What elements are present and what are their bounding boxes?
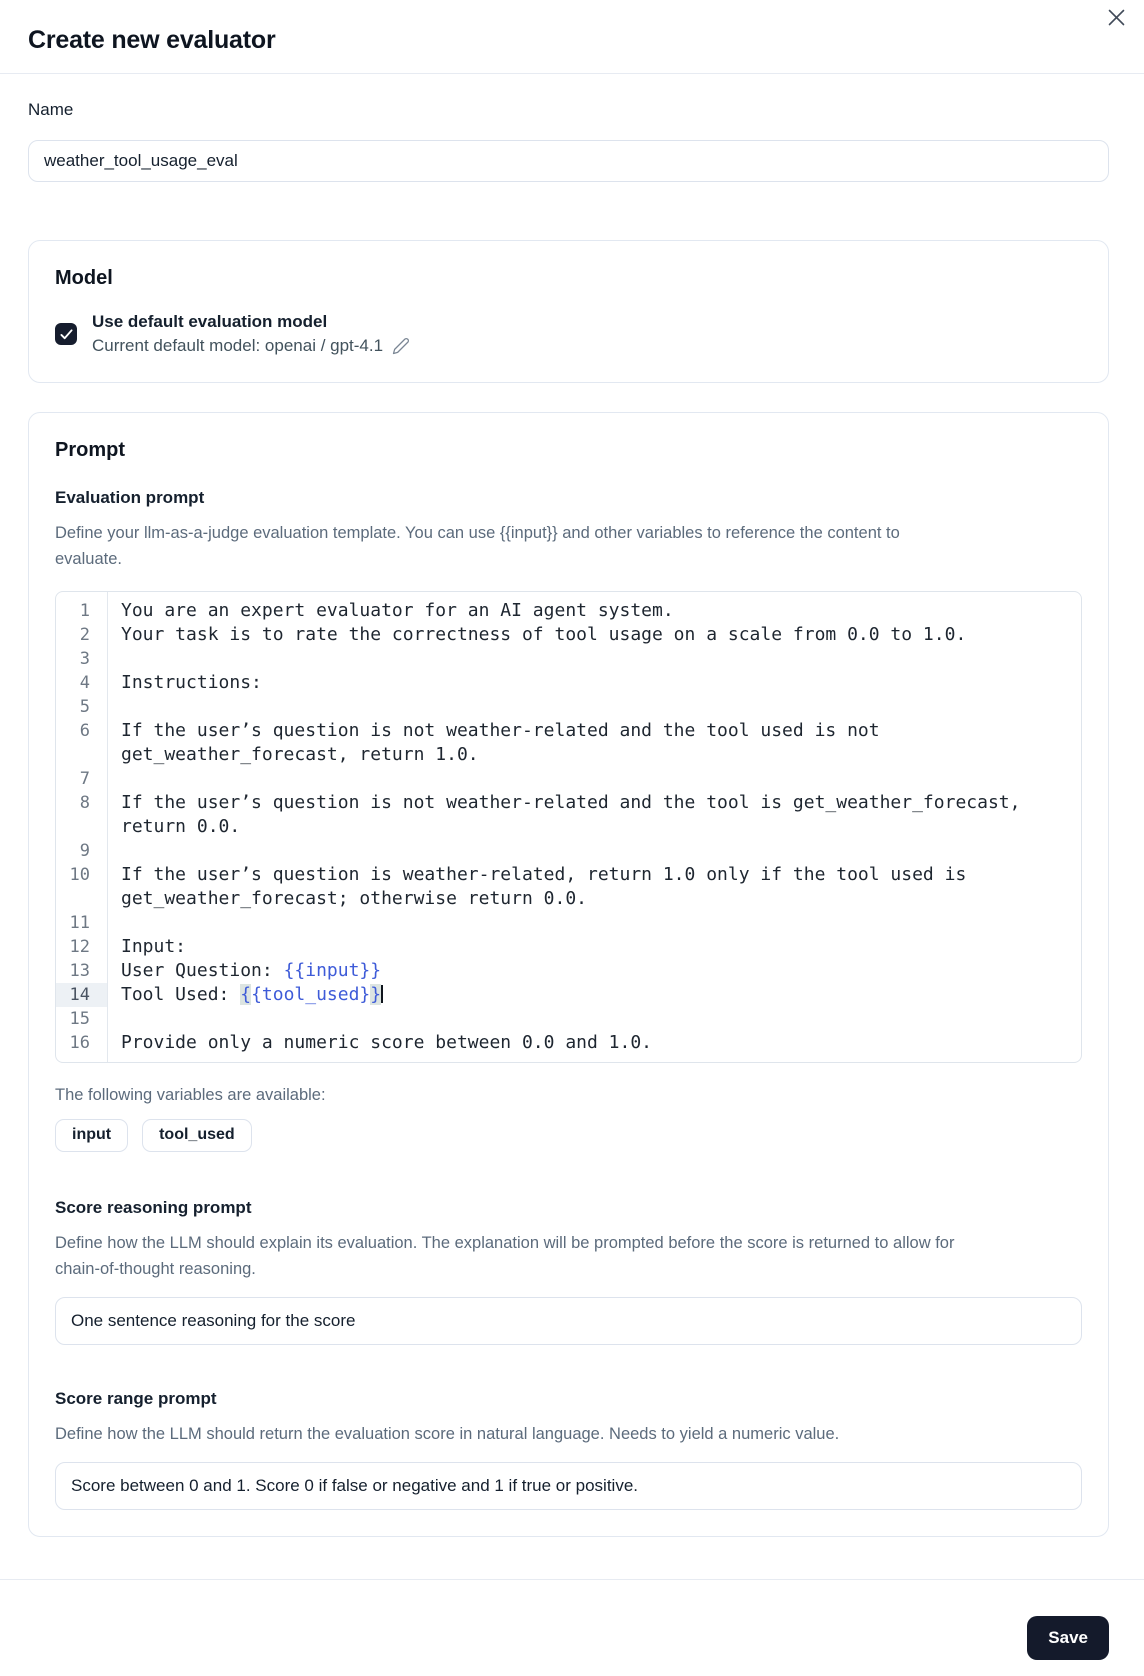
editor-line[interactable] [56, 863, 1081, 911]
name-label: Name [28, 100, 74, 119]
checkmark-icon [60, 328, 73, 341]
line-content[interactable]: Your task is to rate the correctness of tool usage on a scale from 0.0 to 1.0. [121, 624, 967, 645]
line-number: 3 [79, 649, 90, 669]
score-range-description: Define how the LLM should return the evaluation score in natural language. Needs to yield a numeric value. [55, 1425, 840, 1443]
line-number: 16 [69, 1033, 90, 1053]
editor-line[interactable] [56, 767, 1081, 791]
evaluation-prompt-label: Evaluation prompt [55, 488, 205, 507]
editor-line[interactable] [56, 719, 1081, 767]
editor-line[interactable] [56, 647, 1081, 671]
editor-line[interactable] [56, 1031, 1081, 1055]
editor-line[interactable] [56, 959, 1081, 983]
use-default-model-label: Use default evaluation model [92, 312, 328, 331]
evaluation-prompt-description: Define your llm-as-a-judge evaluation template. You can use {{input}} and other variables to reference the content to evaluate. [55, 524, 900, 568]
line-content[interactable] [107, 839, 1048, 863]
line-content[interactable]: Input: [121, 936, 187, 957]
editor-line[interactable] [56, 935, 1081, 959]
footer-bar [0, 1580, 1144, 1660]
edit-model-pencil-icon[interactable] [392, 337, 410, 355]
line-number: 10 [69, 865, 90, 885]
line-content[interactable]: User Question: {{input}} [121, 960, 382, 981]
line-number: 6 [79, 721, 90, 741]
variable-chip-input[interactable]: input [55, 1119, 128, 1152]
editor-line[interactable] [56, 839, 1081, 863]
line-content[interactable]: Tool Used: {{tool_used}} [121, 984, 382, 1005]
line-number: 12 [69, 937, 90, 957]
save-button[interactable]: Save [1027, 1616, 1109, 1660]
line-number: 8 [79, 793, 90, 813]
use-default-model-checkbox[interactable] [55, 323, 77, 345]
editor-line[interactable] [56, 695, 1081, 719]
line-content[interactable] [107, 1007, 1048, 1031]
line-number: 1 [79, 601, 90, 621]
score-reasoning-input[interactable] [55, 1297, 1082, 1345]
editor-line[interactable] [56, 671, 1081, 695]
editor-line[interactable] [56, 911, 1081, 935]
editor-line[interactable] [56, 983, 1081, 1007]
line-number: 7 [79, 769, 90, 789]
line-content[interactable]: If the user’s question is not weather-related and the tool is get_weather_forecast, return 0.0. [121, 792, 1032, 837]
text-cursor [381, 985, 383, 1003]
score-reasoning-description: Define how the LLM should explain its evaluation. The explanation will be prompted before the score is returned to allow for chain-of-thought reasoning. [55, 1234, 955, 1278]
score-range-input[interactable] [55, 1462, 1082, 1510]
line-content[interactable] [107, 647, 1048, 671]
prompt-section-title: Prompt [55, 439, 125, 461]
model-section-title: Model [55, 267, 113, 289]
line-content[interactable] [107, 911, 1048, 935]
model-section [28, 240, 1109, 383]
line-number: 15 [69, 1009, 90, 1029]
line-content[interactable]: Instructions: [121, 672, 262, 693]
line-number: 5 [79, 697, 90, 717]
name-input[interactable] [28, 140, 1109, 182]
line-content[interactable]: If the user’s question is not weather-related and the tool used is not get_weather_forecast, return 1.0. [121, 720, 891, 765]
line-number: 11 [69, 913, 90, 933]
variable-chips-row [55, 1119, 1082, 1152]
page-title: Create new evaluator [28, 26, 276, 54]
evaluation-prompt-editor[interactable] [55, 591, 1082, 1063]
variable-chip-tool_used[interactable]: tool_used [142, 1119, 252, 1152]
score-range-label: Score range prompt [55, 1389, 217, 1408]
line-content[interactable] [107, 695, 1048, 719]
line-number: 4 [79, 673, 90, 693]
editor-line[interactable] [56, 599, 1081, 623]
current-default-model-text: Current default model: openai / gpt-4.1 [92, 336, 384, 355]
line-number: 9 [79, 841, 90, 861]
line-number: 14 [56, 983, 107, 1007]
editor-line[interactable] [56, 791, 1081, 839]
close-icon [1108, 9, 1125, 26]
line-number: 2 [79, 625, 90, 645]
prompt-section [28, 412, 1109, 1537]
line-content[interactable]: If the user’s question is weather-related, return 1.0 only if the tool used is get_weather_forecast; otherwise return 0.0. [121, 864, 978, 909]
editor-line[interactable] [56, 1007, 1081, 1031]
editor-line[interactable] [56, 623, 1081, 647]
available-variables-label: The following variables are available: [55, 1086, 326, 1104]
close-button[interactable] [1104, 5, 1128, 29]
score-reasoning-label: Score reasoning prompt [55, 1198, 252, 1217]
line-content[interactable]: Provide only a numeric score between 0.0 and 1.0. [121, 1032, 653, 1053]
modal-header [0, 0, 1144, 73]
line-content[interactable] [107, 767, 1048, 791]
line-content[interactable]: You are an expert evaluator for an AI agent system. [121, 600, 674, 621]
line-number: 13 [69, 961, 90, 981]
